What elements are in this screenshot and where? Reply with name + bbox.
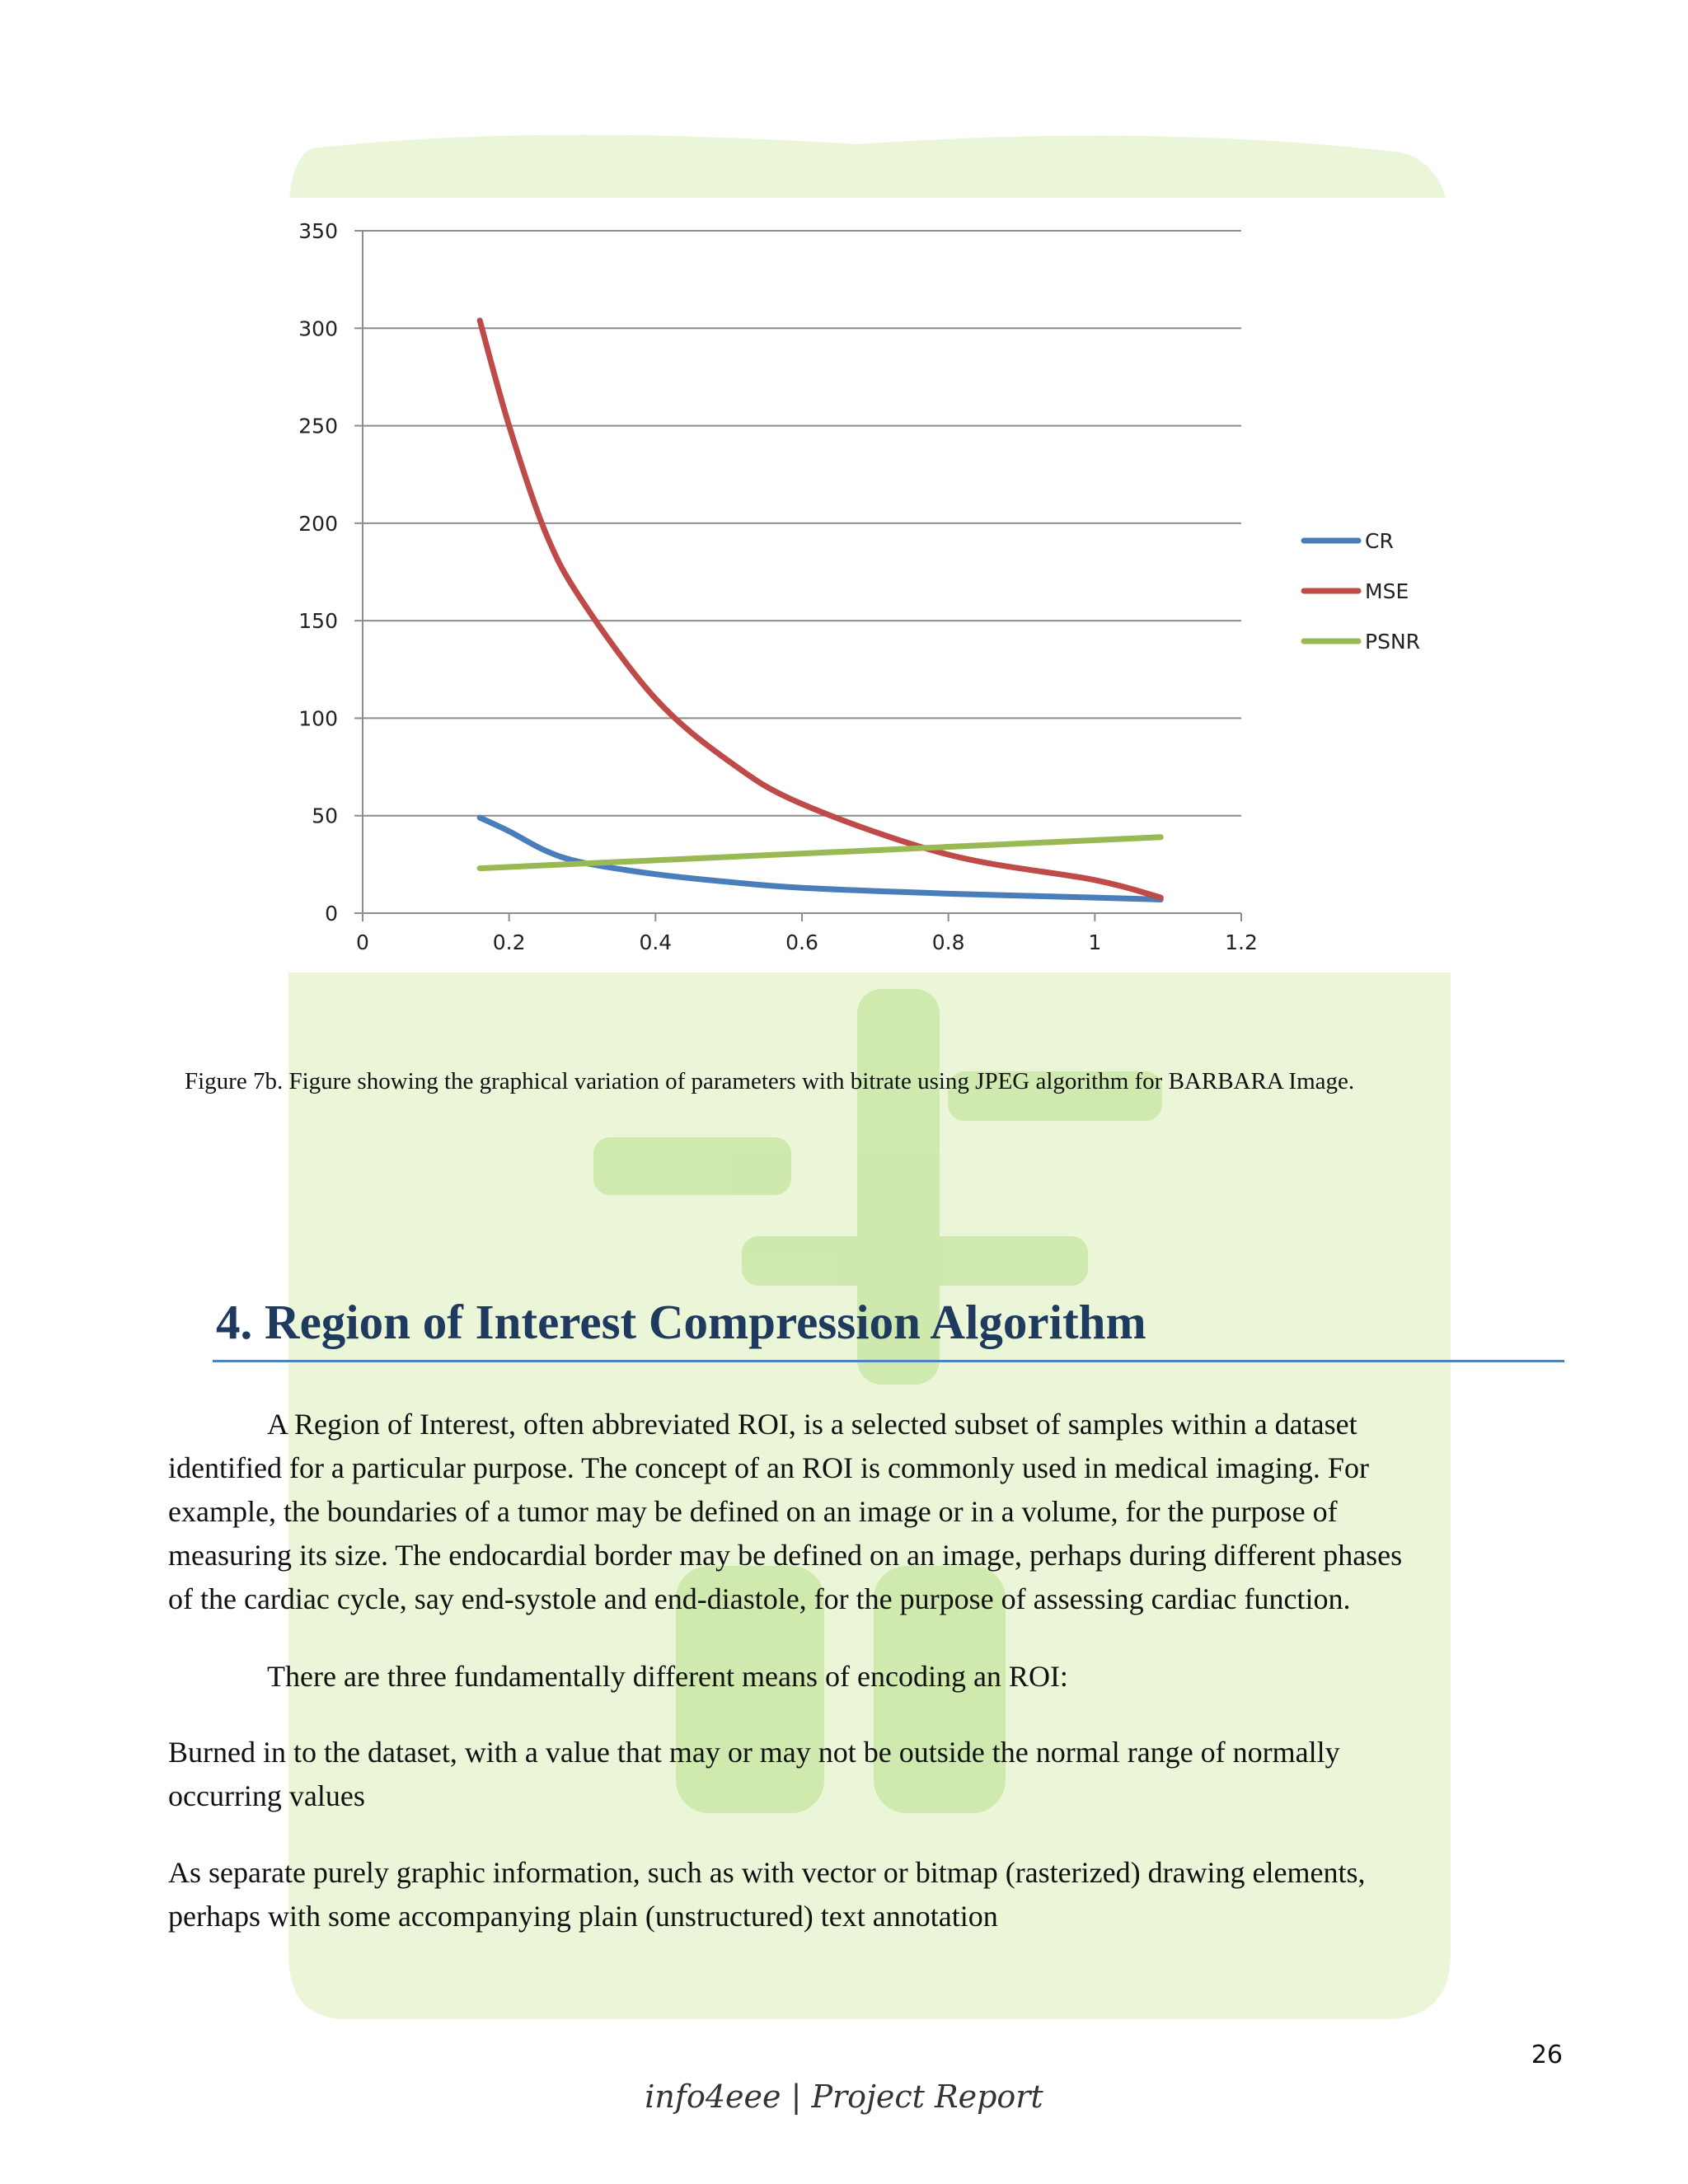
legend-label-psnr: PSNR bbox=[1365, 630, 1421, 654]
paragraph-encoding-means bbox=[168, 1655, 1553, 1699]
line-chart bbox=[0, 0, 1688, 989]
legend-label-mse: MSE bbox=[1365, 579, 1409, 603]
paragraph-graphic-info bbox=[168, 1851, 1553, 1938]
paragraph-line: of the cardiac cycle, say end-systole and end-diastole, for the purpose of assessing cardiac function. bbox=[168, 1582, 1351, 1615]
y-tick-label: 100 bbox=[298, 706, 338, 731]
page-footer: info4eee | Project Report bbox=[645, 2079, 1043, 2115]
paragraph-roi-definition bbox=[168, 1403, 1553, 1621]
x-tick-label: 0.4 bbox=[639, 930, 673, 954]
y-tick-label: 150 bbox=[298, 609, 338, 634]
legend-label-cr: CR bbox=[1365, 529, 1394, 553]
y-tick-label: 0 bbox=[325, 902, 338, 926]
x-tick-label: 0.6 bbox=[785, 930, 818, 954]
section-heading: 4. Region of Interest Compression Algorithm bbox=[216, 1295, 1146, 1349]
paragraph-line: Burned in to the dataset, with a value that may or may not be outside the normal range of normally bbox=[168, 1736, 1340, 1769]
figure-caption: Figure 7b. Figure showing the graphical variation of parameters with bitrate using JPEG algorithm for BARBARA Image. bbox=[185, 1068, 1355, 1094]
paragraph-line: perhaps with some accompanying plain (unstructured) text annotation bbox=[168, 1900, 998, 1933]
paragraph-line: example, the boundaries of a tumor may be defined on an image or in a volume, for the purpose of bbox=[168, 1495, 1338, 1528]
paragraph-line: There are three fundamentally different means of encoding an ROI: bbox=[267, 1660, 1068, 1693]
heading-underline bbox=[213, 1360, 1564, 1362]
paragraph-line: measuring its size. The endocardial border may be defined on an image, perhaps during different phases bbox=[168, 1539, 1403, 1572]
x-tick-label: 1.2 bbox=[1225, 930, 1258, 954]
paragraph-burned-in bbox=[168, 1731, 1553, 1818]
x-tick-label: 0.8 bbox=[931, 930, 965, 954]
y-tick-label: 200 bbox=[298, 511, 338, 536]
x-tick-label: 0 bbox=[356, 930, 369, 954]
x-tick-label: 1 bbox=[1088, 930, 1102, 954]
y-tick-label: 350 bbox=[298, 219, 338, 243]
paragraph-line: A Region of Interest, often abbreviated ROI, is a selected subset of samples within a dataset bbox=[267, 1408, 1357, 1441]
paragraph-line: As separate purely graphic information, such as with vector or bitmap (rasterized) drawing elements, bbox=[168, 1856, 1366, 1889]
x-tick-label: 0.2 bbox=[492, 930, 526, 954]
y-tick-label: 50 bbox=[312, 804, 338, 828]
page-number: 26 bbox=[1531, 2041, 1563, 2069]
y-tick-label: 250 bbox=[298, 414, 338, 438]
paragraph-line: identified for a particular purpose. The concept of an ROI is commonly used in medical imaging. For bbox=[168, 1451, 1369, 1484]
y-tick-label: 300 bbox=[298, 316, 338, 341]
paragraph-line: occurring values bbox=[168, 1779, 365, 1812]
